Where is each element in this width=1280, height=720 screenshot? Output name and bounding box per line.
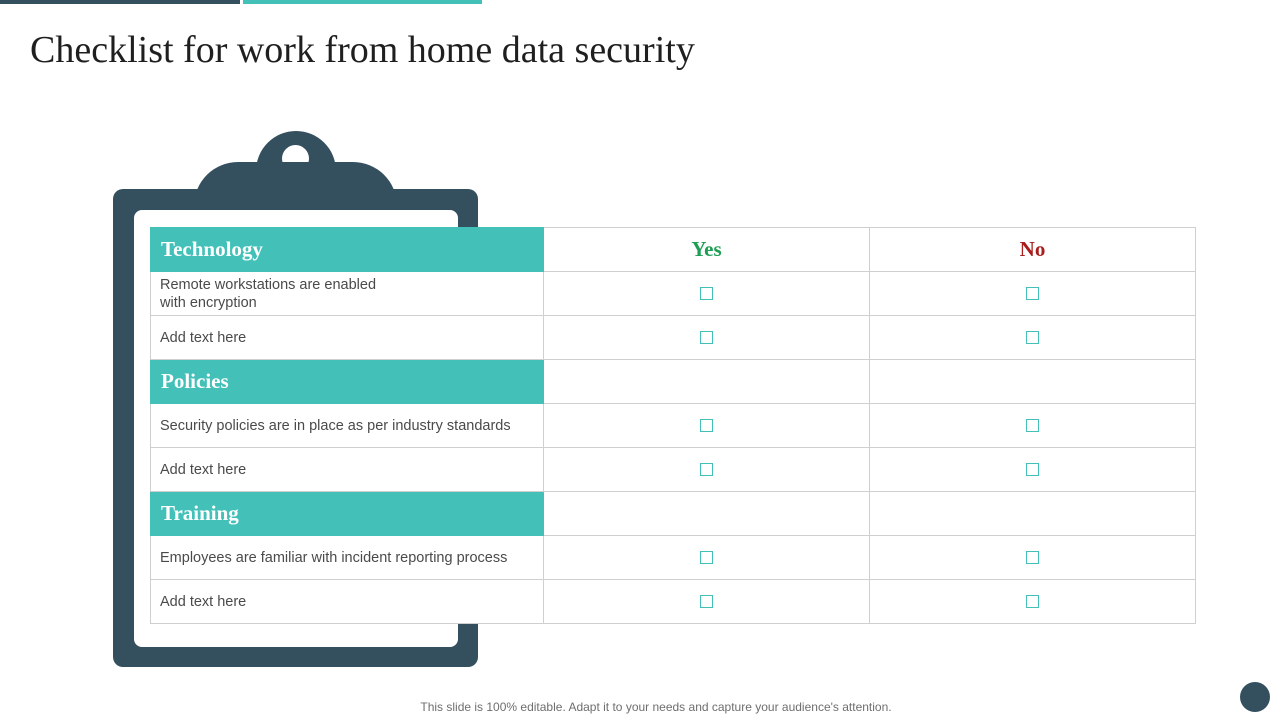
section-row-technology — [151, 228, 1196, 272]
section-heading-policies: Policies — [151, 360, 544, 404]
yes-checkbox[interactable] — [700, 595, 713, 608]
empty-cell — [870, 492, 1196, 536]
yes-cell — [544, 536, 870, 580]
no-checkbox[interactable] — [1026, 551, 1039, 564]
no-cell — [870, 580, 1196, 624]
top-accent-bar-dark — [0, 0, 240, 4]
checklist-item — [151, 272, 544, 316]
yes-checkbox[interactable] — [700, 287, 713, 300]
no-cell — [870, 404, 1196, 448]
no-cell — [870, 272, 1196, 316]
yes-cell — [544, 316, 870, 360]
section-row-training — [151, 492, 1196, 536]
checklist-item — [151, 536, 544, 580]
top-accent-bar-teal — [243, 0, 482, 4]
no-cell — [870, 536, 1196, 580]
checklist-item-text: Remote workstations are enabled — [160, 276, 377, 293]
checklist-item-text: Employees are familiar with incident reporting process — [160, 549, 508, 566]
column-header-yes: Yes — [544, 228, 870, 272]
no-checkbox[interactable] — [1026, 463, 1039, 476]
yes-checkbox[interactable] — [700, 331, 713, 344]
checklist-item — [151, 316, 544, 360]
yes-cell — [544, 404, 870, 448]
no-checkbox[interactable] — [1026, 595, 1039, 608]
empty-cell — [544, 360, 870, 404]
section-row-policies — [151, 360, 1196, 404]
checklist-item-text-line2: with encryption — [160, 294, 257, 311]
table-row — [151, 536, 1196, 580]
yes-cell — [544, 272, 870, 316]
yes-cell — [544, 580, 870, 624]
footer-note: This slide is 100% editable. Adapt it to your needs and capture your audience's attention. — [420, 700, 892, 714]
no-checkbox[interactable] — [1026, 419, 1039, 432]
column-header-no: No — [870, 228, 1196, 272]
checklist-table — [150, 227, 1196, 624]
no-checkbox[interactable] — [1026, 287, 1039, 300]
no-cell — [870, 448, 1196, 492]
checklist-item-text: Add text here — [160, 461, 247, 478]
checklist-item-text: Add text here — [160, 329, 247, 346]
table-row — [151, 404, 1196, 448]
page-title: Checklist for work from home data security — [30, 29, 695, 71]
no-checkbox[interactable] — [1026, 331, 1039, 344]
table-row — [151, 448, 1196, 492]
checklist-item — [151, 404, 544, 448]
checklist-item-text: Add text here — [160, 593, 247, 610]
table-row — [151, 272, 1196, 316]
empty-cell — [544, 492, 870, 536]
no-cell — [870, 316, 1196, 360]
checklist-item — [151, 580, 544, 624]
corner-dot-decoration — [1240, 682, 1270, 712]
section-heading-training: Training — [151, 492, 544, 536]
checklist-table-wrapper — [150, 227, 1196, 624]
empty-cell — [870, 360, 1196, 404]
yes-checkbox[interactable] — [700, 551, 713, 564]
table-row — [151, 580, 1196, 624]
checklist-item — [151, 448, 544, 492]
checklist-item-text: Security policies are in place as per industry standards — [160, 417, 511, 434]
table-row — [151, 316, 1196, 360]
yes-checkbox[interactable] — [700, 419, 713, 432]
yes-checkbox[interactable] — [700, 463, 713, 476]
yes-cell — [544, 448, 870, 492]
section-heading-technology: Technology — [151, 228, 544, 272]
